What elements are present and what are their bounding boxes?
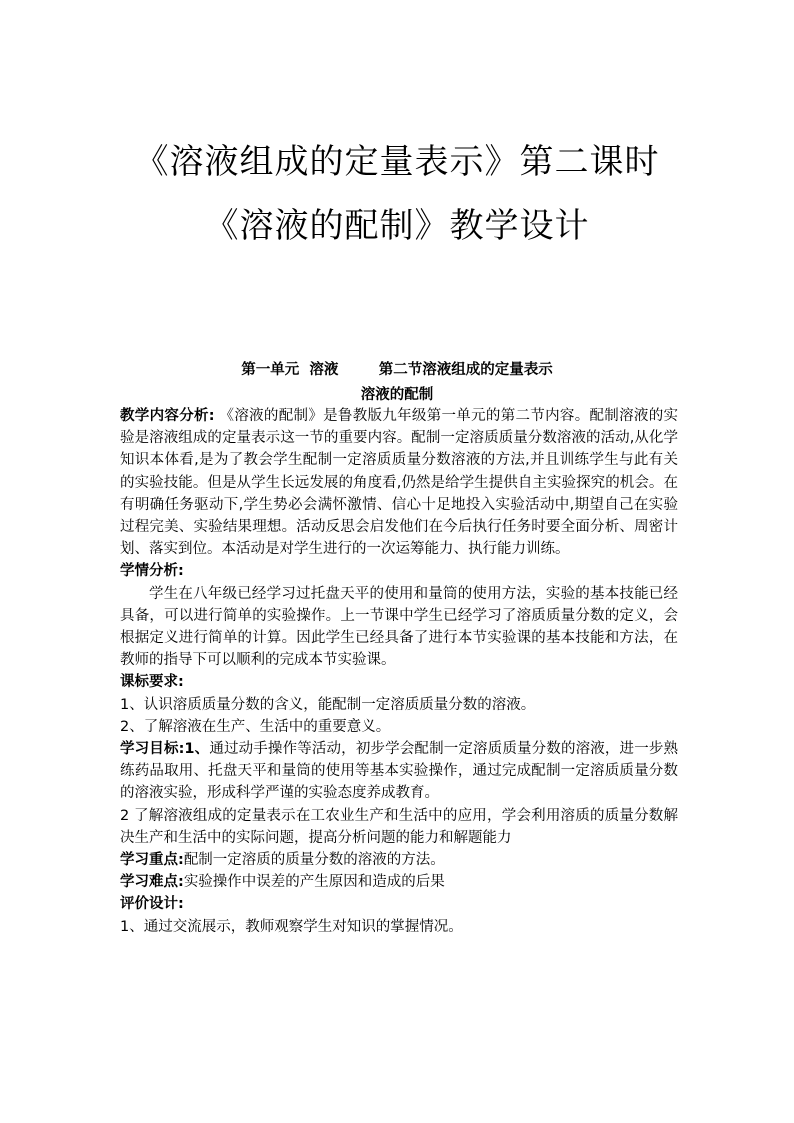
curriculum-item: 2、了解溶液在生产、生活中的重要意义。 [120,718,391,735]
content-analysis-paragraph [120,405,678,560]
objectives-label: 学习目标: [120,741,185,758]
student-analysis-text: 学生在八年级已经学习过托盘天平的使用和量筒的使用方法，实验的基本技能已经具备，可以进行简单的实验操作。上一节课中学生已经学习了溶质质量分数的定义，会根据定义进行简单的计算。因此学生已经具备了进行本节实验课的基本技能和方法，在教师的指导下可以顺利的完成本节实验课。 [120,585,678,669]
section-heading: 第一单元 溶液 第二节溶液组成的定量表示 [241,362,553,378]
curriculum-item: 1、认识溶质质量分数的含义，能配制一定溶质质量分数的溶液。 [120,696,536,713]
evaluation-label-line [120,893,678,915]
section-subheading: 溶液的配制 [360,387,434,403]
key-points-paragraph [120,849,678,871]
content-analysis-text: 《溶液的配制》是鲁教版九年级第一单元的第二节内容。配制溶液的实验是溶液组成的定量表示这一节的重要内容。配制一定溶质质量分数溶液的活动,从化学知识本体看,是为了教会学生配制一定溶质质量分数溶液的方法,并且训练学生与此有关的实验技能。但是从学生长远发展的角度看,仍然是给学生提供自主实验探究的机会。在有明确任务驱动下,学生势必会满怀激情、信心十足地投入实验活动中,期望自己在实验过程完美、实验结果理想。活动反思会启发他们在今后执行任务时要全面分析、周密计划、落实到位。本活动是对学生进行的一次运筹能力、执行能力训练。 [120,408,678,558]
difficulties-paragraph [120,871,678,893]
curriculum-label: 课标要求: [120,674,184,691]
objective-item-2: 2 了解溶液组成的定量表示在工农业生产和生活中的应用，学会利用溶质的质量分数解决生产和生活中的实际问题，提高分析问题的能力和解题能力 [120,807,678,846]
objective-number: 1、 [184,741,210,758]
document-title-line-1: 《溶液组成的定量表示》第二课时 [134,142,660,182]
difficulties-text: 实验操作中误差的产生原因和造成的后果 [183,874,445,891]
document-title-line-2: 《溶液的配制》教学设计 [204,206,590,246]
student-analysis-label: 学情分析: [120,563,184,580]
objectives-paragraph [120,738,678,805]
key-points-text: 配制一定溶质的质量分数的溶液的方法。 [183,852,445,869]
evaluation-label: 评价设计: [120,896,184,913]
document-body [120,405,678,938]
evaluation-item: 1、通过交流展示，教师观察学生对知识的掌握情况。 [120,918,463,935]
curriculum-label-line [120,671,678,693]
difficulties-label: 学习难点: [120,874,184,891]
student-analysis-label-line [120,560,678,582]
content-analysis-label: 教学内容分析: [120,408,215,424]
objective-item-1: 通过动手操作等活动，初步学会配制一定溶质质量分数的溶液，进一步熟练药品取用、托盘天平和量筒的使用等基本实验操作，通过完成配制一定溶质质量分数的溶液实验，形成科学严谨的实验态度养成教育。 [120,741,678,802]
key-points-label: 学习重点: [120,852,184,869]
